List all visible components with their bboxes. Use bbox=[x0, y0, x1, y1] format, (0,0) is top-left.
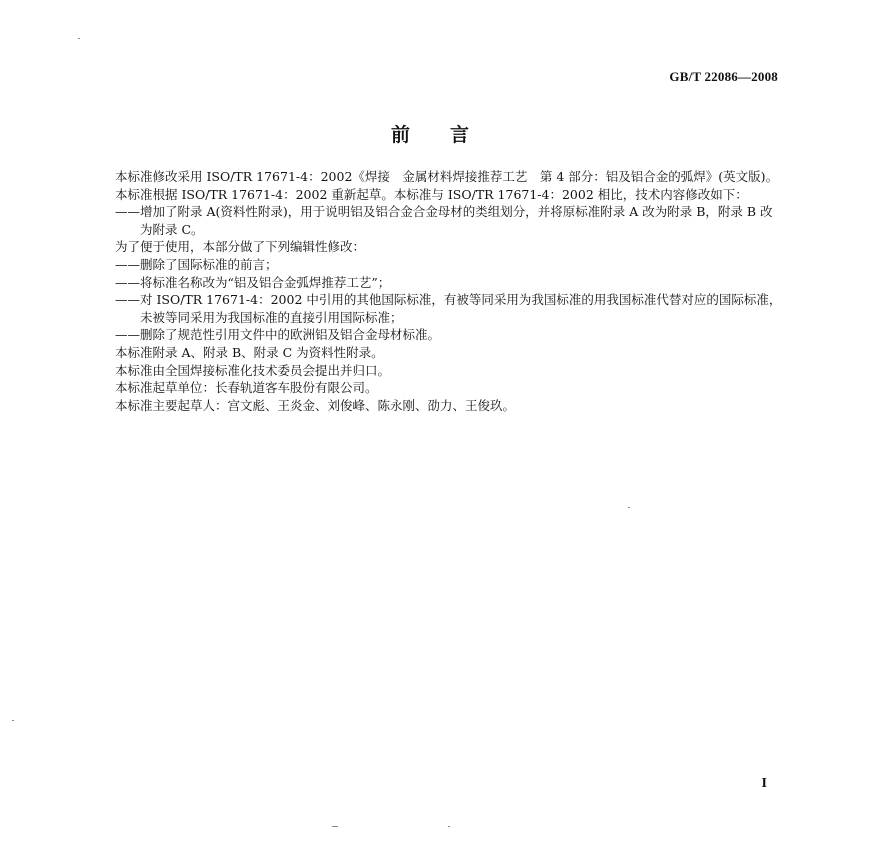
paragraph-annex-note: 本标准附录 A、附录 B、附录 C 为资料性附录。 bbox=[115, 344, 384, 360]
page-number: I bbox=[761, 776, 767, 791]
paragraph-proposer: 本标准由全国焊接标准化技术委员会提出并归口。 bbox=[115, 362, 391, 378]
scan-speck bbox=[448, 826, 450, 827]
scan-speck bbox=[332, 826, 338, 827]
paragraph-adoption: 本标准修改采用 ISO/TR 17671-4：2002《焊接 金属材料焊接推荐工艺 第 4 部分：铝及铝合金的弧焊》(英文版)。 bbox=[115, 169, 779, 184]
scan-speck bbox=[12, 720, 14, 721]
dash-marker: —— bbox=[115, 292, 140, 308]
scan-speck bbox=[78, 38, 80, 39]
list-item-text: 将标准名称改为“铝及铝合金弧焊推荐工艺”； bbox=[140, 274, 391, 290]
paragraph-drafters: 本标准主要起草人：宫文彪、王炎金、刘俊峰、陈永刚、劭力、王俊玖。 bbox=[115, 397, 516, 413]
page-title: 前言 bbox=[390, 124, 509, 146]
list-item-text: 删除了国际标准的前言； bbox=[140, 256, 278, 272]
list-item-text: 增加了附录 A(资料性附录)，用于说明铝及铝合金合金母材的类组划分，并将原标准附录 A 改为附录 B，附录 B 改为附录 C。 bbox=[140, 204, 773, 237]
dash-marker: —— bbox=[115, 274, 140, 290]
scan-speck bbox=[628, 507, 630, 508]
list-item-editorial bbox=[90, 256, 785, 274]
paragraph-editorial-intro: 为了便于使用，本部分做了下列编辑性修改： bbox=[115, 239, 366, 255]
list-item-editorial bbox=[90, 274, 785, 292]
paragraph-redrafted: 本标准根据 ISO/TR 17671-4：2002 重新起草。本标准与 ISO/TR 17671-4：2002 相比，技术内容修改如下： bbox=[115, 186, 748, 202]
list-item-text: 对 ISO/TR 17671-4：2002 中引用的其他国际标准，有被等同采用为我国标准的用我国标准代替对应的国际标准，未被等同采用为我国标准的直接引用国际标准； bbox=[140, 292, 782, 325]
paragraph-drafting-unit: 本标准起草单位：长春轨道客车股份有限公司。 bbox=[115, 380, 378, 396]
standard-code: GB/T 22086—2008 bbox=[669, 69, 778, 84]
list-item-text: 删除了规范性引用文件中的欧洲铝及铝合金母材标准。 bbox=[140, 327, 441, 343]
dash-marker: —— bbox=[115, 256, 140, 272]
dash-marker: —— bbox=[115, 204, 140, 220]
dash-marker: —— bbox=[115, 327, 140, 343]
list-item-editorial bbox=[90, 291, 785, 326]
foreword-body bbox=[90, 168, 785, 414]
list-item-editorial bbox=[90, 326, 785, 344]
list-item-change bbox=[90, 203, 785, 238]
